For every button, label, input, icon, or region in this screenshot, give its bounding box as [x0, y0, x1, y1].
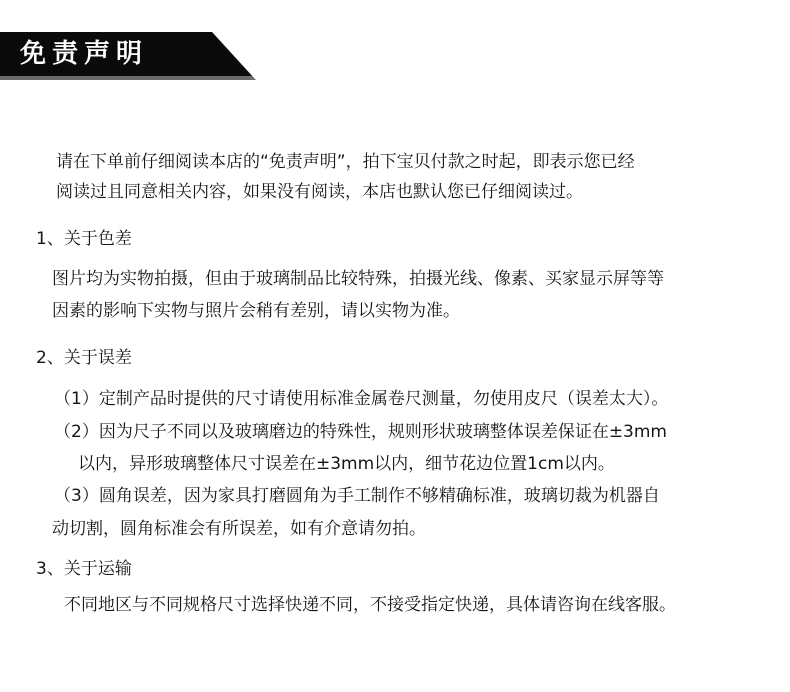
section-2-line-5: 动切割，圆角标准会有所误差，如有介意请勿拍。 [52, 519, 426, 539]
section-heading-color-difference: 1、关于色差 [36, 229, 132, 249]
section-3-line-1: 不同地区与不同规格尺寸选择快递不同，不接受指定快递，具体请咨询在线客服。 [64, 595, 676, 615]
section-2-line-3: 以内，异形玻璃整体尺寸误差在±3mm以内，细节花边位置1cm以内。 [78, 454, 615, 474]
section-2-line-4: （3）圆角误差，因为家具打磨圆角为手工制作不够精确标准，玻璃切裁为机器自 [54, 486, 660, 506]
intro-line-1: 请在下单前仔细阅读本店的“免责声明”，拍下宝贝付款之时起，即表示您已经 [56, 152, 635, 172]
section-1-line-1: 图片均为实物拍摄，但由于玻璃制品比较特殊，拍摄光线、像素、买家显示屏等等 [52, 269, 664, 289]
section-2-line-1: （1）定制产品时提供的尺寸请使用标准金属卷尺测量，勿使用皮尺（误差太大）。 [54, 389, 669, 409]
intro-line-2: 阅读过且同意相关内容，如果没有阅读，本店也默认您已仔细阅读过。 [56, 182, 583, 202]
section-2-line-2: （2）因为尺子不同以及玻璃磨边的特殊性，规则形状玻璃整体误差保证在±3mm [54, 422, 667, 442]
page-title: 免责声明 [20, 39, 149, 69]
section-heading-shipping: 3、关于运输 [36, 559, 132, 579]
section-1-line-2: 因素的影响下实物与照片会稍有差别，请以实物为准。 [52, 301, 460, 321]
section-heading-tolerance: 2、关于误差 [36, 348, 132, 368]
header-banner [0, 32, 256, 80]
